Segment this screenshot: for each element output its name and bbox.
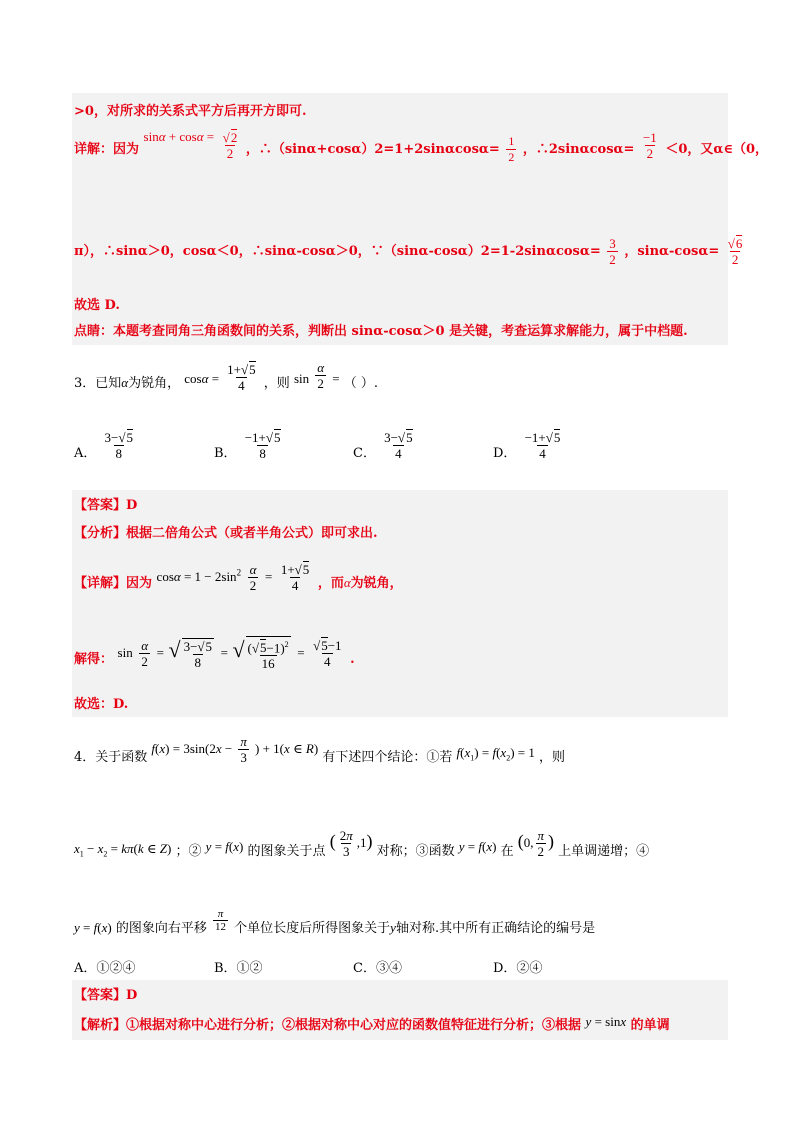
q4-option-b[interactable]: B．①② <box>214 961 263 976</box>
q4-option-c[interactable]: C．③④ <box>353 961 402 976</box>
q3-detail: 【详解】因为 $\cos\alpha = 1 - 2\sin^2$ $\frac{\alpha}{2}$ = $\frac{1+√5}{4}$ ，而α为锐角， <box>74 562 403 593</box>
q4-answer: 【答案】D <box>74 988 138 1003</box>
q3-option-a[interactable]: A． $\frac{3-√5}{8}$ <box>74 430 133 461</box>
q3-stem: 3．已知α为锐角， cosα = $\frac{1+√5}{4}$ ，则 sin $\frac{\alpha}{2}$ = （ ）. <box>74 360 378 393</box>
q2-line-2: π），∴sinα＞0，cosα＜0，∴sinα-cosα＞0，∵（sinα-cosα）2=1-2sinαcosα= $\frac{3}{2}$ ，sinα-cosα= $\frac{√6}{2}$ <box>74 236 743 267</box>
q2-comment: 点睛：本题考查同角三角函数间的关系，判断出 sinα-cosα＞0 是关键，考查运算求解能力，属于中档题. <box>74 324 688 339</box>
q3-solve: 解得： sin $\frac{\alpha}{2}$ = √ $\frac{3-√5}{8}$ = √ $\frac{(√5-1)^2}{16}$ = $\frac{√5-1}{4}$ . <box>74 637 355 672</box>
q3-choose: 故选：D. <box>74 697 129 712</box>
q4-line-2: $x_1 - x_2 = k\pi(k$ ∈ Z) ；② y = f(x) 的图象关于点 ( $\frac{2\pi}{3}$ ,1) 对称；③函数 y = f(x) 在 (0, $\frac{\pi}{2}$ ) 上单调递增；④ <box>74 828 650 859</box>
fraction: $\frac{√2}{2}$ <box>222 130 238 161</box>
q3-option-c[interactable]: C． $\frac{3-√5}{4}$ <box>353 430 413 461</box>
q4-stem: 4．关于函数 f(x) = 3sin(2x − $\frac{\pi}{3}$ ) + 1(x ∈ R) 有下述四个结论：①若 $f(x_1) = f(x_2) = 1$ ，则 <box>74 734 566 765</box>
q3-analysis: 【分析】根据二倍角公式（或者半角公式）即可求出. <box>74 526 378 541</box>
q2-choose: 故选 D. <box>74 298 120 313</box>
q2-detail-line: 详解：因为 sinα + cosα = $\frac{√2}{2}$ ，∴（sinα+cosα）2=1+2sinαcosα= $\frac{1}{2}$ ，∴2sinαcosα= $\frac{-1}{2}$ ＜0，又α∈（0， <box>74 129 769 164</box>
q4-option-a[interactable]: A．①②④ <box>74 961 136 976</box>
q2-line-hint: >0，对所求的关系式平方后再开方即可. <box>74 104 307 119</box>
q4-analysis: 【解析】①根据对称中心进行分析；②根据对称中心对应的函数值特征进行分析；③根据 y = sinx 的单调 <box>74 1014 670 1033</box>
q4-option-d[interactable]: D．②④ <box>493 961 543 976</box>
q4-line-3: y = f(x) 的图象向右平移 $\frac{\pi}{12}$ 个单位长度后所得图象关于y轴对称.其中所有正确结论的编号是 <box>74 908 596 936</box>
q3-answer-block <box>72 490 728 717</box>
q3-option-d[interactable]: D． $\frac{-1+√5}{4}$ <box>493 430 561 461</box>
q3-answer: 【答案】D <box>74 498 138 513</box>
q3-option-b[interactable]: B． $\frac{-1+√5}{8}$ <box>214 430 281 461</box>
